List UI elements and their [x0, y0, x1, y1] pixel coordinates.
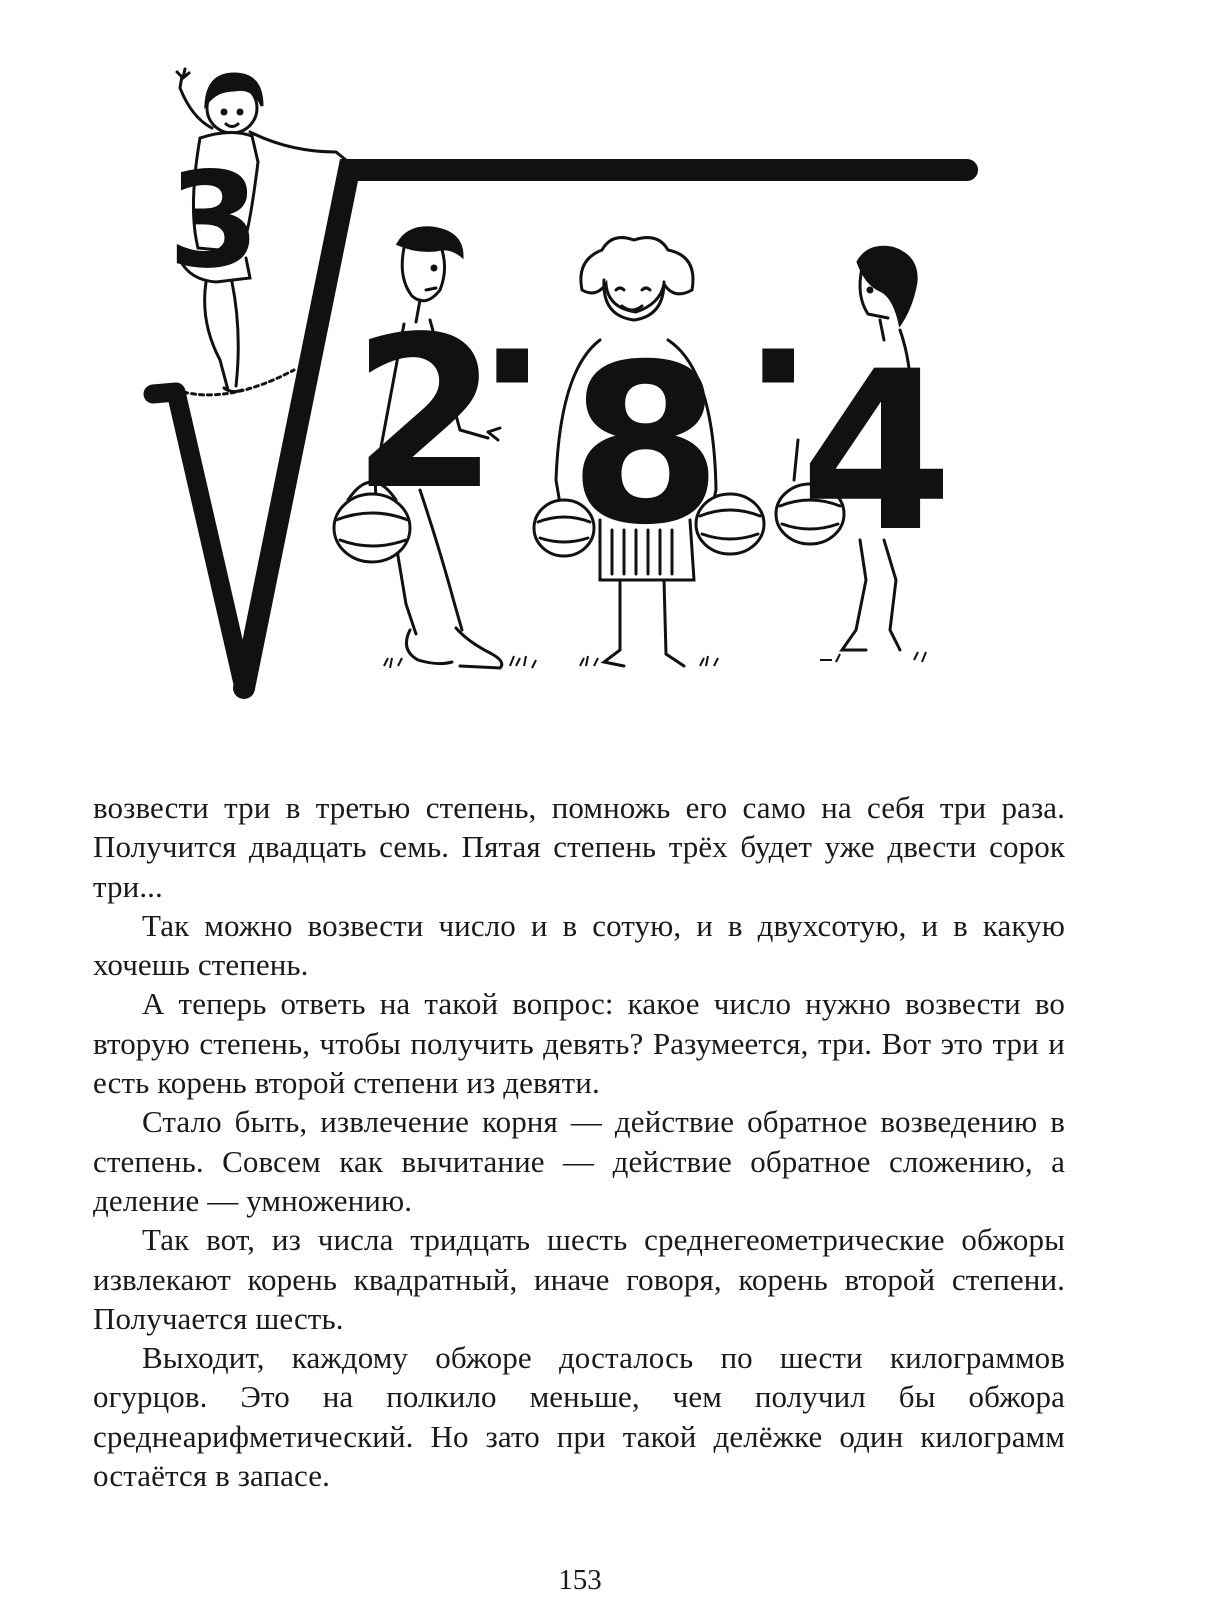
factor-4-numeral: 4	[800, 324, 954, 580]
factor-8-numeral: 8	[569, 317, 723, 573]
paragraph-5: Так вот, из числа тридцать шесть среднегеометрические обжоры извлекают корень квадратный, иначе говоря, корень второй степени. Получается шесть.	[93, 1222, 1065, 1336]
factor-2-numeral: 2	[352, 291, 499, 536]
root-index-numeral: 3	[168, 144, 260, 298]
multiplication-dot-2: ·	[744, 262, 813, 471]
page-number: 153	[558, 1564, 602, 1596]
paragraph-4: Стало быть, извлечение корня — действие обратное возведению в степень. Совсем как вычитание — действие обратное сложению, а деление — умножению.	[93, 1104, 1065, 1218]
body-text	[93, 788, 1065, 1495]
paragraph-2: Так можно возвести число и в сотую, и в двухсотую, и в какую хочешь степень.	[93, 907, 1065, 983]
paragraph-1: возвести три в третью степень, помножь его само на себя три раза. Получится двадцать семь. Пятая степень трёх будет уже двести сорок три...	[93, 790, 1065, 904]
cube-root-illustration	[0, 0, 1214, 740]
paragraph-6: Выходит, каждому обжоре досталось по шести килограммов огурцов. Это на полкило меньше, чем получил бы обжора среднеарифметический. Но зато при такой делёжке один килограмм остаётся в запасе.	[93, 1340, 1065, 1494]
multiplication-dot-1: ·	[478, 262, 547, 471]
paragraph-3: А теперь ответь на такой вопрос: какое число нужно возвести во вторую степень, чтобы получить девять? Разумеется, три. Вот это три и есть корень второй степени из девяти.	[93, 986, 1065, 1101]
